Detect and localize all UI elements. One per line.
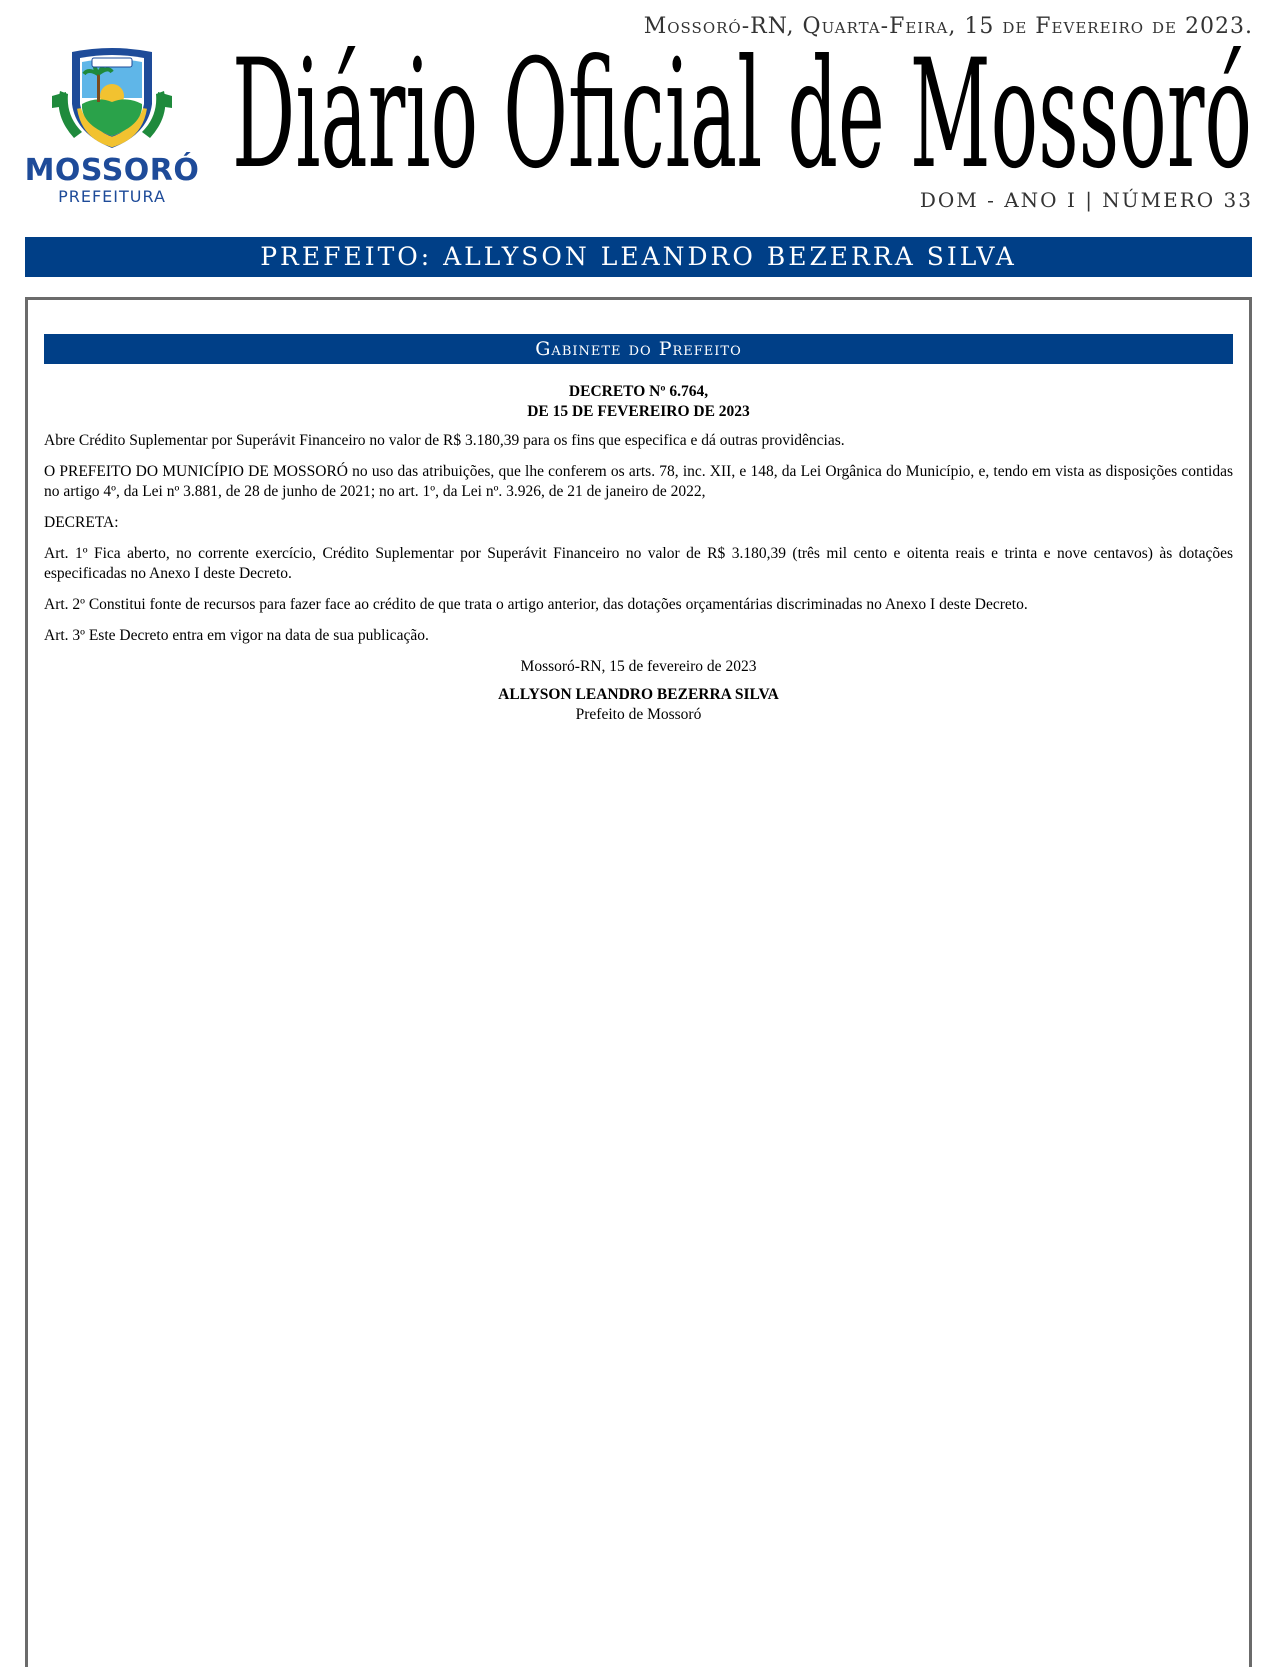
masthead-text: Diário Oficial de Mossoró [232,38,1252,186]
decree-signer-role: Prefeito de Mossoró [575,706,702,723]
decree-signer: ALLYSON LEANDRO BEZERRA SILVA [498,686,779,703]
edition-number: DOM - ANO I | NÚMERO 33 [919,188,1253,212]
logo-subtitle: PREFEITURA [58,187,166,206]
section-header: Gabinete do Prefeito [44,334,1233,364]
mayor-banner: PREFEITO: ALLYSON LEANDRO BEZERRA SILVA [25,237,1252,277]
decree-article-1: Art. 1º Fica aberto, no corrente exercício, Crédito Suplementar por Superávit Financeiro no valor de R$ 3.180,39 (três mil cento e oitenta reais e trinta e nove centavos) às dotações especificadas no Anexo I deste Decreto. [44,545,1233,582]
publication-date: Mossoró-RN, Quarta-Feira, 15 de Fevereiro de 2023. [643,14,1253,39]
masthead-title [232,38,1254,186]
decree-title-date: DE 15 DE FEVEREIRO DE 2023 [527,403,750,420]
decree-summary: Abre Crédito Suplementar por Superávit Financeiro no valor de R$ 3.180,39 para os fins que especifica e dá outras providências. [44,432,845,449]
content-frame [25,297,1252,1667]
decree-preamble: O PREFEITO DO MUNICÍPIO DE MOSSORÓ no uso das atribuições, que lhe conferem os arts. 78, inc. XII, e 148, da Lei Orgânica do Município, e, tendo em vista as disposições contidas no artigo 4º, da Lei nº 3.881, de 28 de junho de 2021; no art. 1º, da Lei nº. 3.926, de 21 de janeiro de 2022, [44,463,1233,500]
logo-title: MOSSORÓ [24,153,200,188]
decree-title-number: DECRETO Nº 6.764, [568,383,709,400]
decree-decreta: DECRETA: [44,514,119,531]
municipal-crest-icon [52,46,172,151]
decree-article-3: Art. 3º Este Decreto entra em vigor na data de sua publicação. [44,627,429,644]
decree-article-2: Art. 2º Constitui fonte de recursos para fazer face ao crédito de que trata o artigo anterior, das dotações orçamentárias discriminadas no Anexo I deste Decreto. [44,596,1028,613]
prefeitura-logo [24,46,204,206]
decree-place-date: Mossoró-RN, 15 de fevereiro de 2023 [520,658,757,675]
decree-document [44,382,1233,725]
